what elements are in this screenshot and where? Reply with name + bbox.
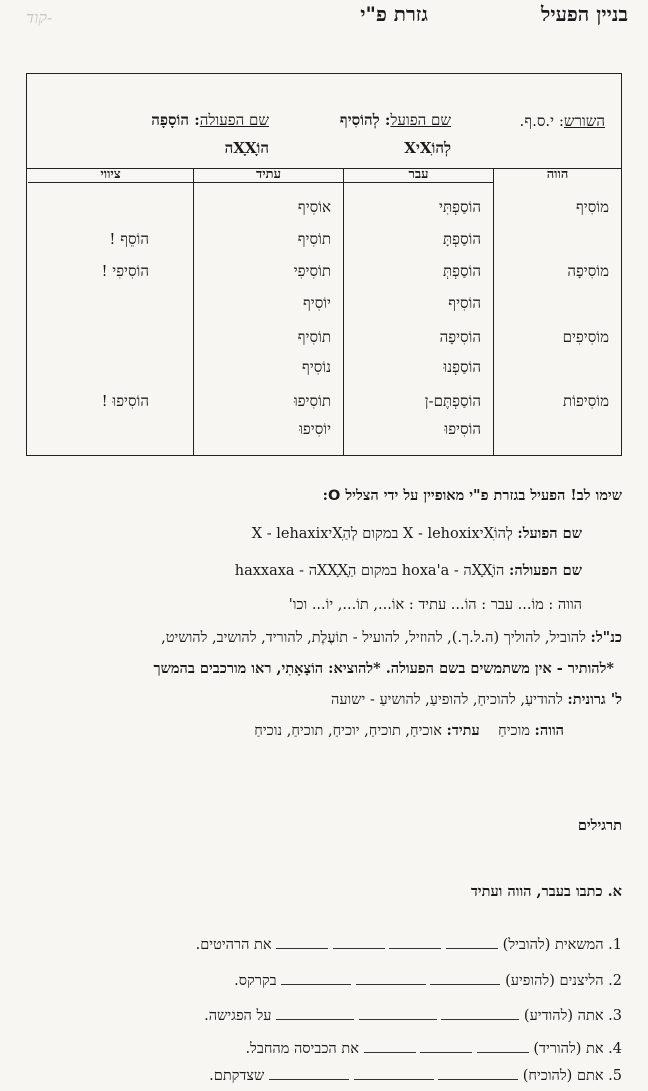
guttural-present: מוכיחַ [498,723,530,739]
attention-text: שימו לב! הפעיל בגזרת פ"י מאופיין על ידי הצליל [345,487,622,504]
answer-blank[interactable] [441,1007,519,1020]
exercise-lead: אתם (להוכיח) [522,1068,604,1084]
answer-blank[interactable] [269,1067,349,1080]
column-header-future: עתיד [194,168,343,183]
exercise-lead: הליצנים (להופיע) [505,973,604,989]
answer-blank[interactable] [281,972,351,985]
guttural-text: להודיעַ, להוכיחַ, להופיעַ, להושיעַ - ישועה [331,692,563,708]
infinitive-value: : לְהוֹסִיף [339,111,391,129]
guttural-note [331,691,622,709]
cell-past-4: הוֹסִיף [448,294,481,312]
exercise-tail: בקרקס. [234,973,277,989]
column-header-past: עבר [344,168,493,183]
exercise-item-3 [26,1007,622,1029]
column-future [193,168,343,455]
cell-past-2: הוֹסַפְתָּ [442,230,481,248]
exception-note: *להותיר - אין משתמשים בשם הפעולה. *להוציא: הוֹצָאָתִי, ראו מורכבים בהמשך [153,660,614,677]
answer-blank[interactable] [430,972,500,985]
exercise-tail: על הפגישה. [204,1008,272,1024]
cell-imperative-1: הוֹסֵף ! [109,230,149,248]
cell-imperative-3: הוֹסִיפוּ ! [101,392,149,410]
inf-rule-text: לְהוֹXִיX - lehoxix במקום לְהַXִיX - lehaxix [251,526,513,542]
cell-past-5: הוֹסִיפָה [439,328,481,346]
guttural-future: אוכיחַ, תוכיחַ, יוכיחַ, תוכיחַ, נוכיחַ [254,723,442,739]
attention-sound: O [327,488,341,504]
cell-present-2: מוֹסִיפָה [567,262,609,280]
similar-label: כנ"ל: [590,629,622,646]
attention-note: שימו לב! הפעיל בגזרת פ"י מאופיין על ידי הצליל O: [322,487,622,504]
exercise-number: 1. [608,937,622,953]
cell-past-6: הוֹסַפְנוּ [443,358,481,376]
exercise-item-1 [26,936,622,958]
answer-blank[interactable] [477,1040,529,1053]
noun-label: שם הפעולה [199,111,269,129]
exercise-tail: את הכביסה מהחבל. [245,1041,359,1057]
infinitive-rule [252,525,582,543]
column-header-imperative: ציווי [28,168,193,183]
inf-rule-label: שם הפועל: [517,525,582,542]
page-header [20,2,628,32]
answer-blank[interactable] [276,936,328,949]
guttural-label: ל' גרונית: [567,691,622,708]
exercise-tail: את הרהיטים. [195,937,272,953]
cell-past-7: הוֹסַפְתֶּם-ן [424,392,481,410]
answer-blank[interactable] [354,1067,434,1080]
cell-past-8: הוֹסִיפוּ [444,420,481,438]
noun-pattern: הוֹXָXָה [224,139,269,157]
cell-past-1: הוֹסַפְתִּי [439,198,481,216]
answer-blank[interactable] [446,936,498,949]
exercise-lead: אתה (להודיע) [523,1008,604,1024]
root-value: : י.ס.ף. [519,112,564,130]
column-imperative [28,168,193,455]
conjugation-table [26,73,622,456]
cell-future-3: תוֹסִיפִי [293,262,331,280]
cell-imperative-2: הוֹסִיפִי ! [101,262,149,280]
present-rule: הווה : מוֹ... עבר : הוֹ... עתיד : אוֹ..., תוֹ..., יוֹ... וכו' [288,597,582,613]
similar-text: להוביל, להוליך (ה.ל.ך.), להוזיל, להועיל - תוֹעֶלֶת, להוריד, להושיב, להושיט, [161,630,586,646]
noun-value: : הוֹסָפָה [151,111,200,129]
cell-future-4: יוֹסִיף [302,294,331,312]
exercise-tail: שצדקתם. [209,1068,265,1084]
cell-future-6: נוֹסִיף [302,358,331,376]
binyan-title: בניין הפעיל [541,2,628,26]
table-columns [27,168,621,455]
guttural-future-label: עתיד: [446,722,480,739]
exercises-title: תרגילים [577,817,622,834]
cell-future-2: תוֹסִיף [297,230,331,248]
cell-future-7: תוֹסִיפוּ [293,392,331,410]
column-header-present: הווה [546,167,569,182]
noun-rule-label: שם הפעולה: [509,562,582,579]
cell-past-3: הוֹסַפְתְּ [442,262,481,280]
exercise-number: 4. [608,1041,622,1057]
infinitive-label: שם הפועל [390,111,451,129]
answer-blank[interactable] [364,1040,416,1053]
column-present [493,168,621,455]
exercise-lead: את (להוריד) [533,1041,604,1057]
exercise-number: 2. [608,973,622,989]
column-past [343,168,493,455]
noun-field [151,106,269,162]
noun-rule-text: הוֹXָXָה - hoxa'a במקום הַXXָXָה - haxxaxa [234,563,505,579]
answer-blank[interactable] [356,972,426,985]
guttural-conjugation [254,722,564,740]
answer-blank[interactable] [438,1067,518,1080]
infinitive-pattern: לְהוֹXִיX [404,139,451,157]
exercise-section-a: א. כתבו בעבר, הווה ועתיד [470,883,622,900]
exercise-item-4 [26,1040,622,1062]
cell-future-1: אוֹסִיף [297,198,331,216]
root-label: השורש [563,112,605,130]
answer-blank[interactable] [420,1040,472,1053]
answer-blank[interactable] [276,1007,354,1020]
exercise-number: 3. [608,1008,622,1024]
cell-present-1: מוֹסִיף [576,198,609,216]
cell-present-4: מוֹסִיפוֹת [562,392,609,410]
infinitive-field [340,106,451,162]
exercise-item-5 [26,1067,622,1089]
answer-blank[interactable] [333,936,385,949]
table-info-row [27,74,621,169]
answer-blank[interactable] [389,936,441,949]
gizra-title: גזרת פ"י [360,2,428,26]
exercise-number: 5. [608,1068,622,1084]
exercise-item-2 [26,972,622,994]
cell-future-8: יוֹסִיפוּ [299,420,331,438]
exercise-lead: המשאית (להוביל) [502,937,604,953]
guttural-present-label: הווה: [534,722,564,739]
answer-blank[interactable] [359,1007,437,1020]
cell-future-5: תוֹסִיף [297,328,331,346]
root-field [520,112,605,131]
bleed-through-text: קוד- [26,8,53,27]
noun-rule [235,562,582,580]
similar-verbs [161,629,622,647]
cell-present-3: מוֹסִיפִים [562,328,609,346]
